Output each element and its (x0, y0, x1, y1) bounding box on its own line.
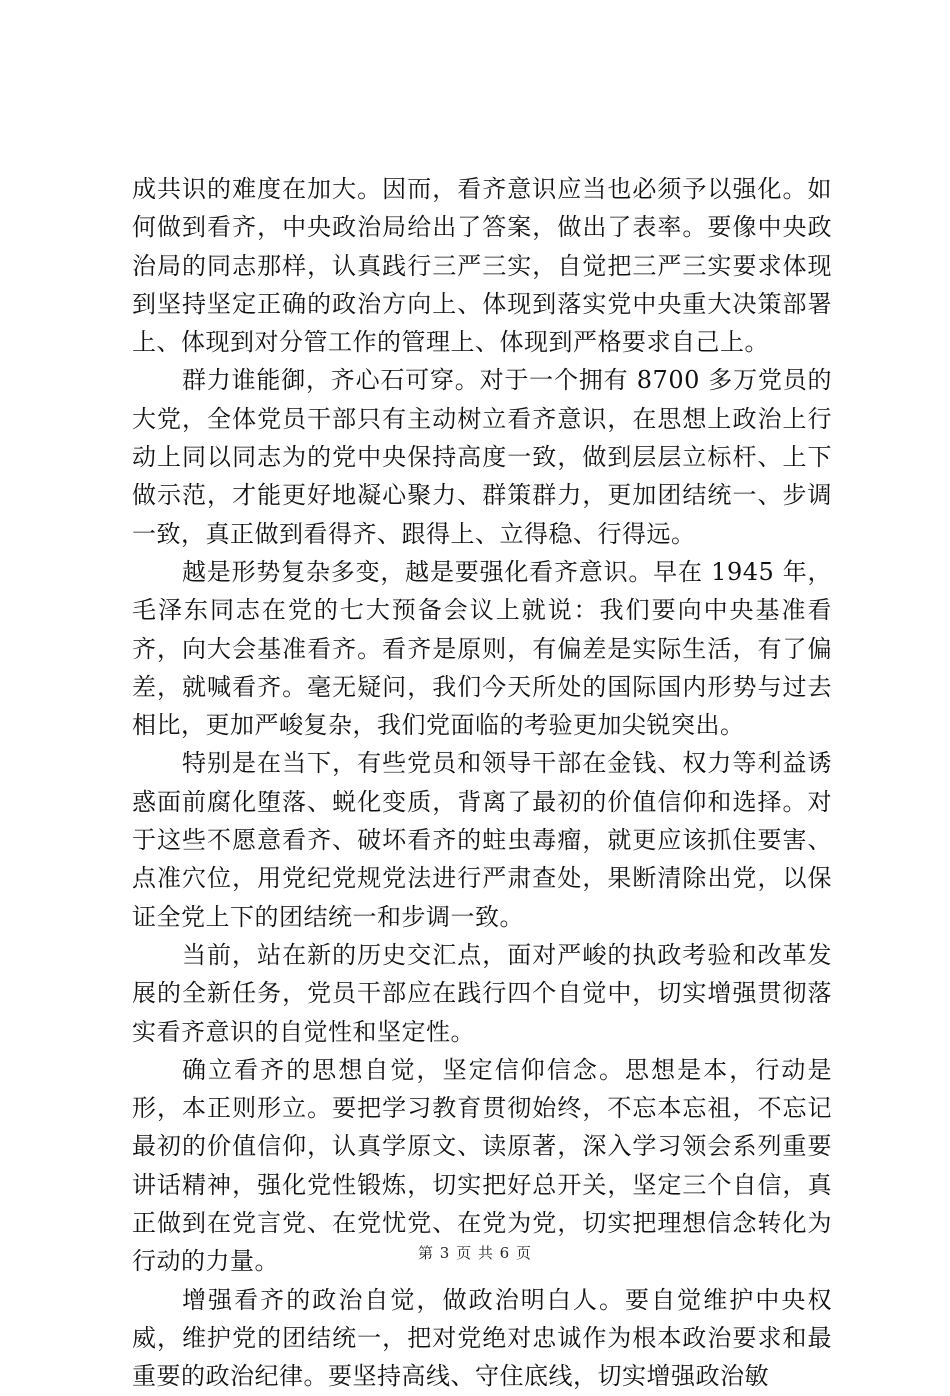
paragraph: 确立看齐的思想自觉，坚定信仰信念。思想是本，行动是形，本正则形立。要把学习教育贯彻始终，不忘本忘祖，不忘记最初的价值信仰，认真学原文、读原著，深入学习领会系列重要讲话精神，强化党性锻炼，切实把好总开关，坚定三个自信，真正做到在党言党、在党忧党、在党为党，切实把理想信念转化为行动的力量。 (132, 1055, 832, 1276)
paragraph: 特别是在当下，有些党员和领导干部在金钱、权力等利益诱惑面前腐化堕落、蜕化变质，背离了最初的价值信仰和选择。对于这些不愿意看齐、破坏看齐的蛀虫毒瘤，就更应该抓住要害、点准穴位，用党纪党规党法进行严肃查处，果断清除出党，以保证全党上下的团结统一和步调一致。 (132, 749, 832, 931)
page-number-footer: 第 3 页 共 6 页 (418, 1244, 532, 1262)
paragraph: 群力谁能御，齐心石可穿。对于一个拥有 8700 多万党员的大党，全体党员干部只有主动树立看齐意识，在思想上政治上行动上同以同志为的党中央保持高度一致，做到层层立标杆、上下做示范，才能更好地凝心聚力、群策群力，更加团结统一、步调一致，真正做到看得齐、跟得上、立得稳、行得远。 (132, 366, 832, 548)
paragraph: 成共识的难度在加大。因而，看齐意识应当也必须予以强化。如何做到看齐，中央政治局给出了答案，做出了表率。要像中央政治局的同志那样，认真践行三严三实，自觉把三严三实要求体现到坚持坚定正确的政治方向上、体现到落实党中央重大决策部署上、体现到对分管工作的管理上、体现到严格要求自己上。 (132, 175, 832, 357)
paragraph: 当前，站在新的历史交汇点，面对严峻的执政考验和改革发展的全新任务，党员干部应在践行四个自觉中，切实增强贯彻落实看齐意识的自觉性和坚定性。 (132, 940, 832, 1046)
document-body (132, 170, 832, 1396)
paragraph: 越是形势复杂多变，越是要强化看齐意识。早在 1945 年，毛泽东同志在党的七大预备会议上就说：我们要向中央基准看齐，向大会基准看齐。看齐是原则，有偏差是实际生活，有了偏差，就喊看齐。毫无疑问，我们今天所处的国际国内形势与过去相比，更加严峻复杂，我们党面临的考验更加尖锐突出。 (132, 557, 832, 740)
paragraph: 增强看齐的政治自觉，做政治明白人。要自觉维护中央权威，维护党的团结统一，把对党绝对忠诚作为根本政治要求和最重要的政治纪律。要坚持高线、守住底线，切实增强政治敏 (132, 1285, 832, 1391)
